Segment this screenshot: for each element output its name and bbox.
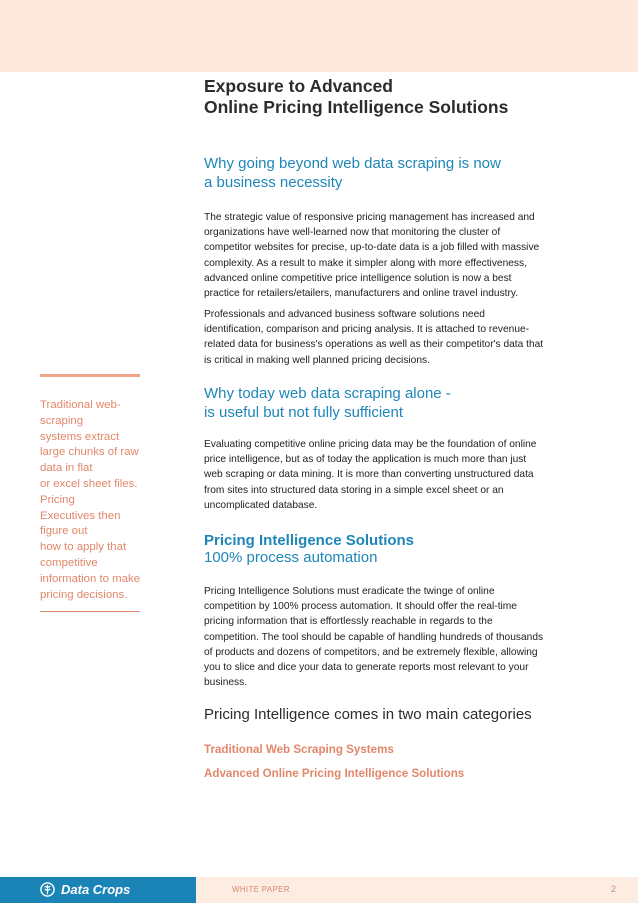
sidebar-bottom-rule	[40, 611, 140, 612]
section-heading-plain: 100% process automation	[204, 549, 378, 566]
section-heading-bold: Pricing Intelligence Solutions	[204, 532, 415, 549]
paragraph-line: Professionals and advanced business software solutions need	[204, 309, 485, 320]
brand-name: Data Crops	[61, 882, 131, 897]
section3-paragraph	[204, 584, 574, 690]
wheat-icon	[40, 882, 55, 897]
page-number: 2	[611, 884, 617, 894]
quote-line: scraping	[40, 414, 84, 427]
sidebar-top-rule	[40, 374, 140, 377]
header-band	[0, 0, 638, 72]
section2-paragraph	[204, 437, 574, 513]
section3-heading	[204, 532, 574, 567]
paragraph-line: you to slice and dice your data to generate reports most relevant to your	[204, 662, 529, 674]
paragraph-line: practice for retailers/etailers, manufacturers and online travel industry.	[204, 288, 519, 300]
section1-paragraph1	[204, 210, 574, 301]
paragraph-line: is critical in making well planned pricing decisions.	[204, 354, 430, 366]
section-heading-line: is useful but not fully sufficient	[204, 404, 403, 421]
section2-heading	[204, 384, 574, 422]
quote-line: information to make	[40, 572, 141, 585]
quote-line: or excel sheet files.	[40, 477, 138, 490]
footer-brand-band	[0, 877, 196, 903]
page-footer	[0, 877, 638, 903]
paragraph-line: price intelligence, but as of today the application is much more than just	[204, 454, 527, 466]
paragraph-line: organizations have well-learned now that monitoring the cluster of	[204, 227, 501, 239]
paragraph-line: pricing information that is effortlessly reachable in regards to the	[204, 616, 493, 628]
category-item: Advanced Online Pricing Intelligence Solutions	[204, 767, 465, 780]
section-heading-line: Why today web data scraping alone -	[204, 385, 451, 402]
paragraph-line: identification, comparison and pricing analysis. It is attached to revenue-	[204, 324, 530, 336]
paragraph-line: from sites into structured data storing in a simple excel sheet or an	[204, 484, 504, 496]
category-item: Traditional Web Scraping Systems	[204, 743, 394, 756]
quote-line: systems extract	[40, 430, 120, 443]
quote-line: Traditional web-	[40, 399, 121, 411]
quote-line: pricing decisions.	[40, 588, 128, 601]
sidebar-pull-quote	[40, 398, 144, 603]
paragraph-line: Pricing Intelligence Solutions must eradicate the twinge of online	[204, 586, 495, 597]
section1-heading	[204, 154, 574, 192]
paragraph-line: competition by 100% process automation. It should offer the real-time	[204, 601, 517, 613]
page-title	[204, 76, 574, 118]
section-heading-line: a business necessity	[204, 174, 343, 191]
quote-line: data in flat	[40, 462, 93, 475]
paragraph-line: Evaluating competitive online pricing data may be the foundation of online	[204, 439, 537, 450]
paragraph-line: business.	[204, 677, 248, 689]
quote-line: large chunks of raw	[40, 446, 139, 459]
quote-line: Executives then	[40, 509, 121, 522]
page-title-line: Exposure to Advanced	[204, 76, 393, 96]
section4-heading: Pricing Intelligence comes in two main categories	[204, 706, 532, 723]
footer-label: WHITE PAPER	[232, 885, 290, 894]
quote-line: figure out	[40, 525, 88, 538]
quote-line: Pricing	[40, 493, 75, 506]
brand-logo	[40, 882, 130, 897]
paragraph-line: web scraping or data mining. It is more than converting unstructured data	[204, 469, 534, 481]
paragraph-line: uncomplicated database.	[204, 499, 318, 511]
page-title-line: Online Pricing Intelligence Solutions	[204, 97, 509, 117]
paragraph-line: competitor websites for precise, up-to-date data is a job filled with massive	[204, 242, 540, 254]
paragraph-line: complexity. As a result to make it simpler along with more effectiveness,	[204, 257, 527, 269]
quote-line: how to apply that	[40, 541, 127, 554]
section1-paragraph2	[204, 307, 574, 368]
paragraph-line: competition. The tool should be capable of handling hundreds of thousands	[204, 631, 544, 643]
paragraph-line: advanced online competitive price intelligence solution is now a best	[204, 272, 512, 284]
paragraph-line: The strategic value of responsive pricing management has increased and	[204, 212, 535, 223]
quote-line: competitive	[40, 556, 98, 569]
paragraph-line: related data for business's operations as well as their competitor's data that	[204, 339, 544, 351]
section-heading-line: Why going beyond web data scraping is now	[204, 155, 501, 172]
paragraph-line: of products and dozens of competitors, and be extremely flexible, allowing	[204, 646, 538, 658]
